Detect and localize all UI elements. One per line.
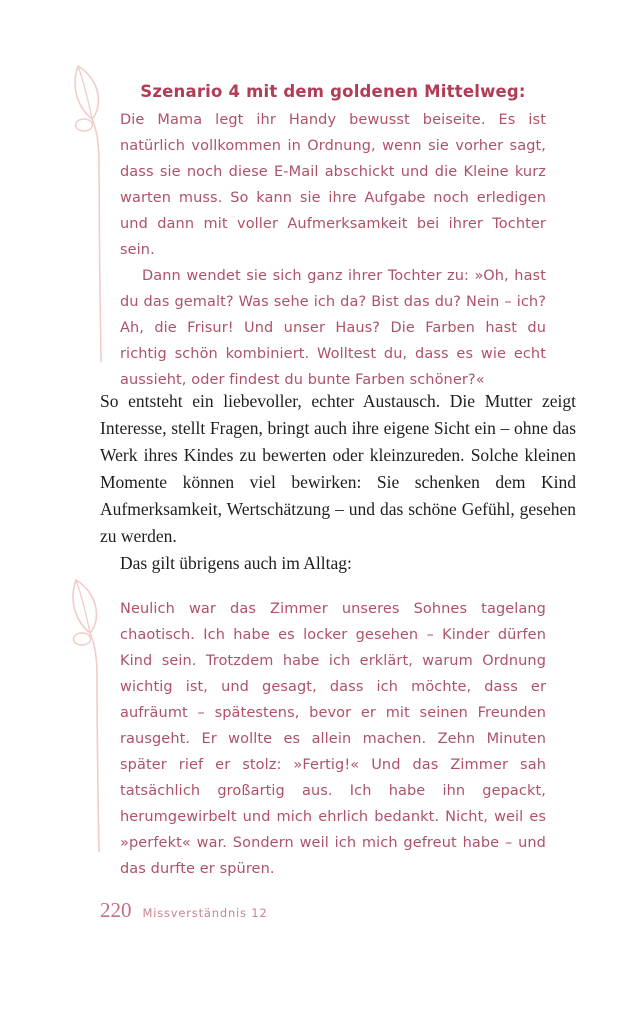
commentary-paragraph: So entsteht ein liebevoller, echter Austausch. Die Mutter zeigt Interesse, stellt Fragen, bringt auch ihre eigene Sicht ein – ohne das Werk ihres Kindes zu bewerten oder kleinzureden. Solche kleinen Momente können viel bewirken: Sie schenken dem Kind Aufmerksamkeit, Wertschätzung – und das schöne Gefühl, gesehen zu werden. bbox=[100, 391, 576, 546]
page-footer bbox=[100, 898, 268, 923]
commentary-block bbox=[100, 388, 576, 577]
page-number: 220 bbox=[100, 898, 132, 922]
leaf-branch-icon bbox=[68, 576, 108, 854]
anecdote-quote-block bbox=[120, 596, 546, 882]
scenario-title: Szenario 4 mit dem goldenen Mittelweg: bbox=[140, 82, 526, 101]
scenario-quote-block bbox=[120, 80, 546, 393]
scenario-paragraph: Die Mama legt ihr Handy bewusst beiseite. Es ist natürlich vollkommen in Ordnung, wenn sie vorher sagt, dass sie noch diese E-Mail abschickt und die Kleine kurz warten muss. So kann sie ihre Aufgabe noch erledigen und dann mit voller Aufmerksamkeit bei ihrer Tochter sein. bbox=[120, 112, 546, 258]
scenario-paragraph: Dann wendet sie sich ganz ihrer Tochter zu: »Oh, hast du das gemalt? Was sehe ich da? Bist das du? Nein – ich? Ah, die Frisur! Und unser Haus? Die Farben hast du richtig schön kombiniert. Wolltest du, dass es wie echt aussieht, oder findest du bunte Farben schöner?« bbox=[120, 268, 546, 388]
running-title: Missverständnis 12 bbox=[142, 906, 268, 920]
anecdote-paragraph: Neulich war das Zimmer unseres Sohnes tagelang chaotisch. Ich habe es locker gesehen – Kinder dürfen Kind sein. Trotzdem habe ich erklärt, warum Ordnung wichtig ist, und gesagt, dass ich möchte, dass er aufräumt – spätestens, bevor er mit seinen Freunden rausgeht. Er wollte es allein machen. Zehn Minuten später rief er stolz: »Fertig!« Und das Zimmer sah tatsächlich großartig aus. Ich habe ihn gepackt, herumgewirbelt und mich ehrlich bedankt. Nicht, weil es »perfekt« war. Sondern weil ich mich gefreut habe – und das durfte er spüren. bbox=[120, 601, 546, 877]
leaf-branch-icon bbox=[70, 62, 110, 364]
commentary-paragraph: Das gilt übrigens auch im Alltag: bbox=[120, 553, 352, 573]
